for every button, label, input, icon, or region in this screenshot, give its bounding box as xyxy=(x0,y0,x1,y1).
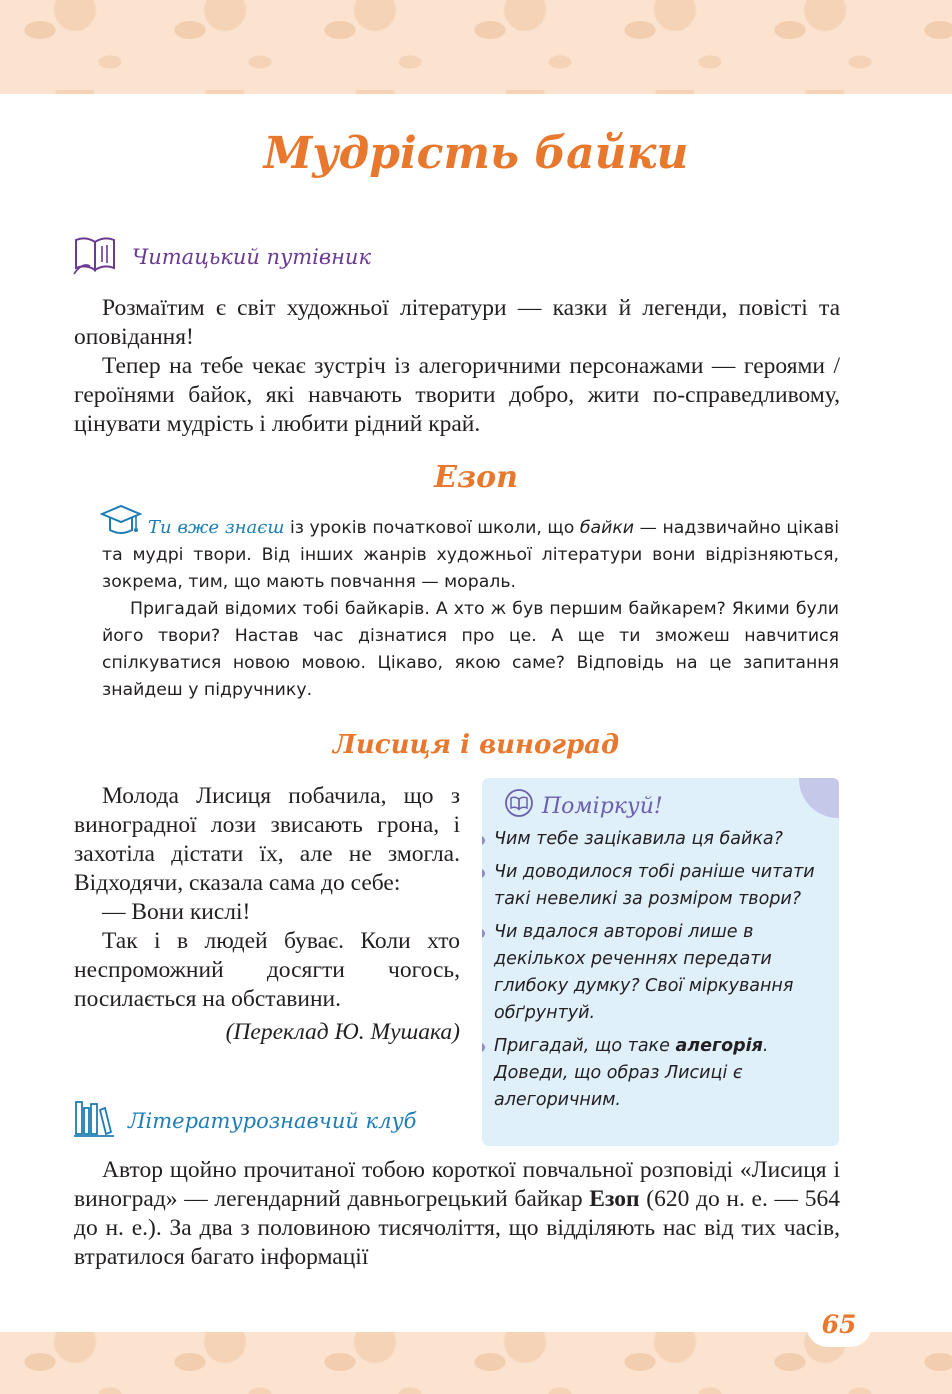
club-text xyxy=(74,1156,840,1272)
list-item xyxy=(482,859,822,913)
fable-paragraph-3: Так і в людей буває. Коли хто неспроможний досягти чогось, посилається на обставини. xyxy=(74,928,460,1012)
fable-paragraph-2: — Вони кислі! xyxy=(102,899,251,925)
bullet-dot xyxy=(482,1043,485,1052)
bullet-dot xyxy=(482,836,485,845)
intro-paragraph-2: Тепер на тебе чекає зустріч із алегоричними персонажами — героями / героїнями байок, які навчають творити добро, жити по-справедливому, цінувати мудрість і любити рідний край. xyxy=(74,353,840,437)
club-bold-name: Езоп xyxy=(589,1186,640,1212)
literary-club-heading xyxy=(74,1098,416,1143)
list-item xyxy=(482,826,822,853)
question-text: Чи доводилося тобі раніше читати такі невеликі за розміром твори? xyxy=(494,862,815,909)
known-paragraph-2: Пригадай відомих тобі байкарів. А хто ж був першим байкарем? Якими були його твори? Настав час дізнатися про це. А ще ти зможеш навчитися спілкуватися новою мовою. Цікаво, якою саме? Відповідь на це запитання знайдеш у підручнику. xyxy=(102,599,839,700)
question-text: Чим тебе зацікавила ця байка? xyxy=(494,829,783,849)
page-title: Мудрість байки xyxy=(263,128,689,179)
club-text-b: (620 до н. е. — 564 до н. е.). За два з половиною тисячоліття, що відділяють нас від тих часів, втратилося багато інформації xyxy=(74,1186,840,1270)
known-text-b: — надзвичайно цікаві та мудрі твори. Від інших жанрів художньої літератури вони відрізняються, зокрема, тим, що мають повчання — мораль. xyxy=(102,518,839,592)
bullet-dot xyxy=(482,929,485,938)
think-heading xyxy=(502,788,663,825)
known-lead: Ти вже знаєш xyxy=(148,517,285,538)
question-text: Пригадай, що таке xyxy=(494,1036,676,1056)
list-item xyxy=(482,919,822,1027)
question-bold-term: алегорія xyxy=(675,1036,763,1056)
club-paragraph xyxy=(74,1156,840,1272)
book-bubble-icon xyxy=(502,788,536,825)
think-label: Поміркуй! xyxy=(542,794,663,819)
page-number: 65 xyxy=(806,1303,872,1347)
think-box-corner xyxy=(799,778,839,818)
think-box xyxy=(482,778,839,1146)
literary-club-label: Літературознавчий клуб xyxy=(128,1108,417,1133)
known-italic-term: байки xyxy=(579,518,635,538)
fable-credit: (Переклад Ю. Мушака) xyxy=(225,1019,460,1045)
question-text-end: . Доведи, що образ Лисиці є алегоричним. xyxy=(494,1036,769,1110)
bottom-ornament-band xyxy=(0,1332,952,1394)
club-text-a: Автор щойно прочитаної тобою короткої повчальної розповіді «Лисиця і виноград» — легендарний давньогрецький байкар xyxy=(74,1157,840,1212)
question-text: Чи вдалося авторові лише в декількох реченнях передати глибоку думку? Свої міркування обґрунтуй. xyxy=(494,922,794,1023)
bullet-dot xyxy=(482,869,485,878)
ezop-heading: Езоп xyxy=(434,460,518,495)
top-ornament-band xyxy=(0,0,952,94)
known-paragraph-1 xyxy=(102,514,839,596)
open-book-icon xyxy=(72,232,118,281)
fable-text xyxy=(74,782,460,1047)
intro-paragraph-1: Розмаїтим є світ художньої літератури — казки й легенди, повісті та оповідання! xyxy=(74,295,840,350)
fable-heading: Лисиця і виноград xyxy=(332,730,620,760)
think-questions xyxy=(482,826,822,1120)
fable-paragraph-1: Молода Лисиця побачила, що з виноградної лози звисають грона, і захотіла дістати їх, але не змогла. Відходячи, сказала сама до себе: xyxy=(74,783,460,896)
bookshelf-icon xyxy=(74,1098,114,1143)
known-block xyxy=(102,514,839,704)
reading-guide-label: Читацький путівник xyxy=(132,244,371,269)
list-item xyxy=(482,1033,822,1114)
known-text-a: із уроків початкової школи, що xyxy=(284,518,580,538)
intro-text xyxy=(74,294,840,439)
reading-guide-heading xyxy=(72,232,371,281)
